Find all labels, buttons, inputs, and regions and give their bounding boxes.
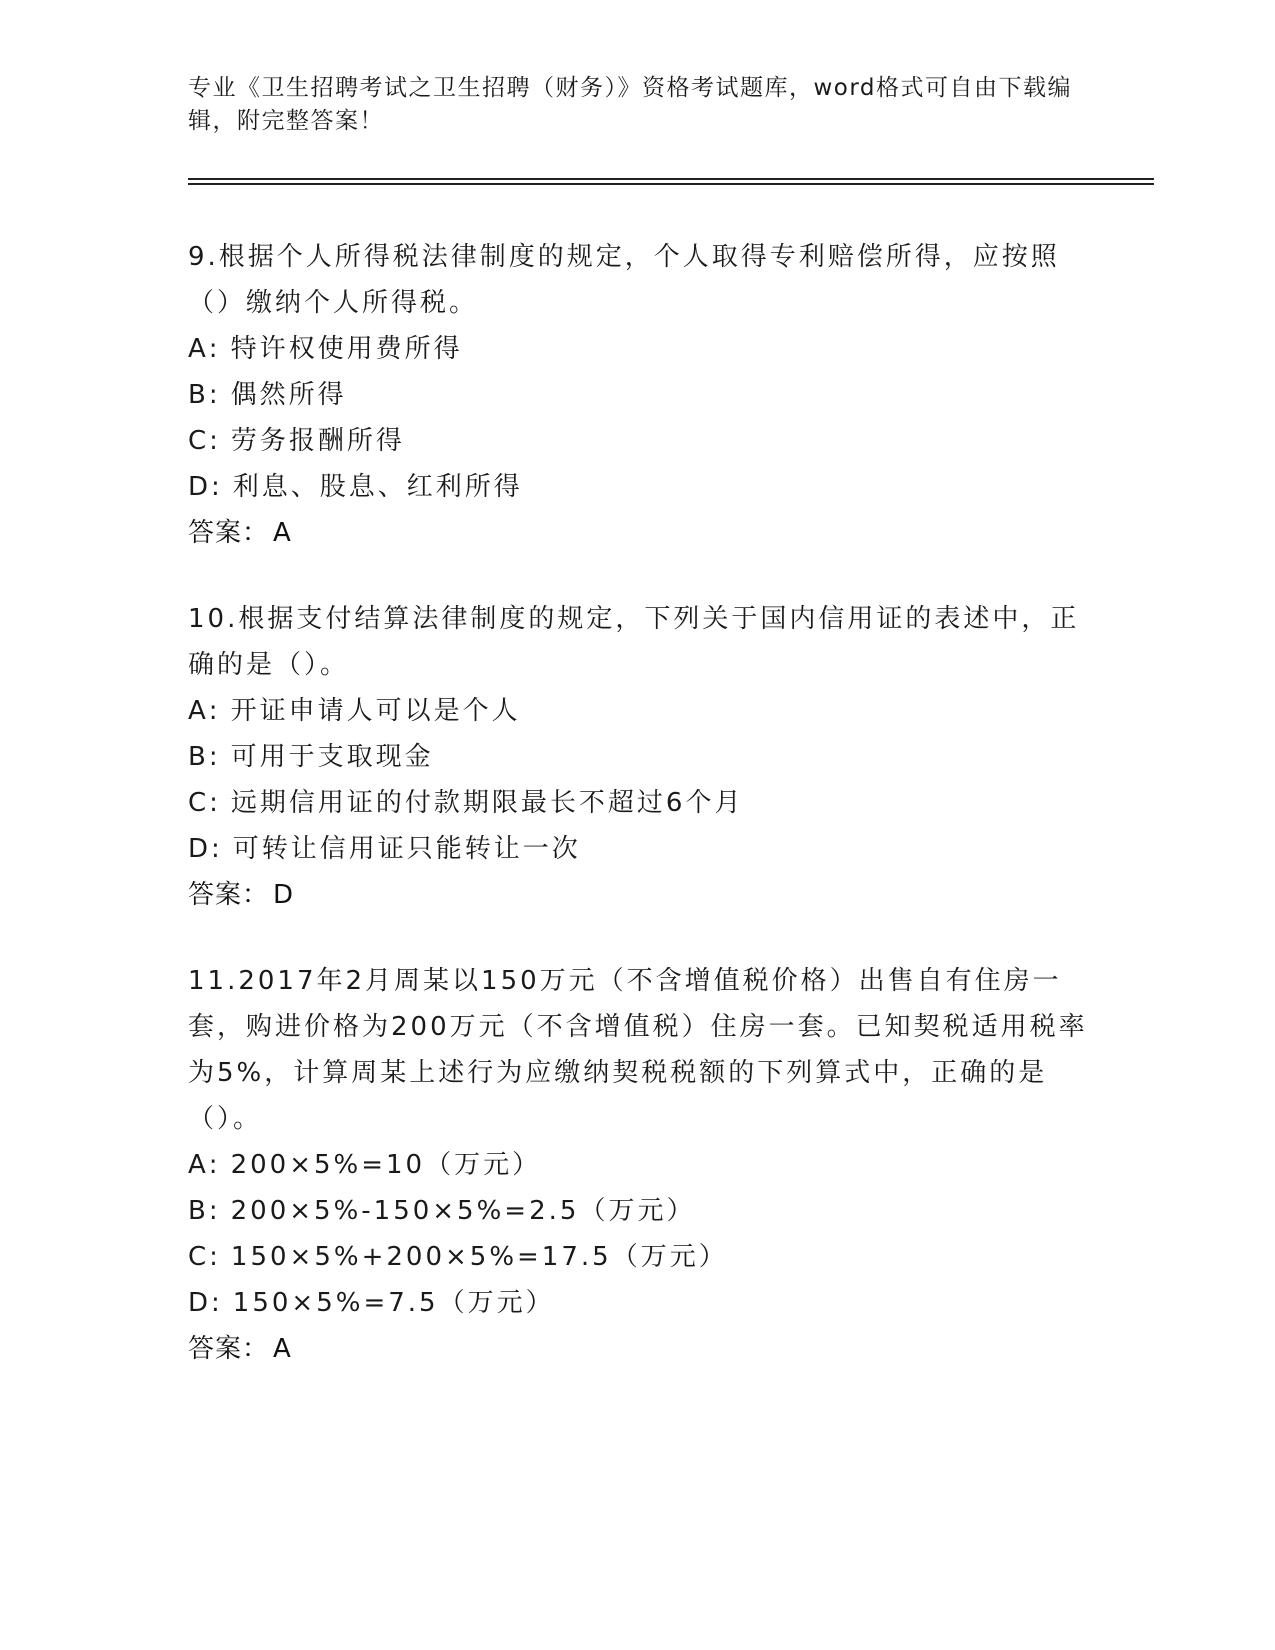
option-separator: : bbox=[208, 334, 221, 364]
question-10 bbox=[188, 596, 1088, 918]
option-text: 偶然所得 bbox=[230, 380, 347, 410]
option-text: 利息、股息、红利所得 bbox=[232, 472, 523, 502]
answer-line bbox=[188, 510, 1088, 556]
answer-separator: ： bbox=[242, 880, 270, 910]
option-d bbox=[188, 1280, 1088, 1326]
answer-line bbox=[188, 1326, 1088, 1372]
option-text: 150×5%+200×5%=17.5（万元） bbox=[230, 1242, 728, 1272]
option-a bbox=[188, 688, 1088, 734]
option-b bbox=[188, 734, 1088, 780]
option-separator: : bbox=[208, 380, 221, 410]
answer-value: D bbox=[273, 880, 295, 910]
option-text: 200×5%=10（万元） bbox=[230, 1150, 542, 1180]
question-stem: 10.根据支付结算法律制度的规定，下列关于国内信用证的表述中，正确的是（）。 bbox=[188, 604, 1080, 680]
answer-value: A bbox=[273, 518, 292, 548]
option-separator: : bbox=[211, 834, 223, 864]
question-stem: 9.根据个人所得税法律制度的规定，个人取得专利赔偿所得，应按照（）缴纳个人所得税。 bbox=[188, 242, 1060, 318]
answer-separator: ： bbox=[242, 518, 270, 548]
option-separator: : bbox=[211, 1288, 223, 1318]
answer-separator: ： bbox=[242, 1334, 270, 1364]
option-separator: : bbox=[211, 472, 223, 502]
option-text: 可转让信用证只能转让一次 bbox=[232, 834, 581, 864]
option-d bbox=[188, 464, 1088, 510]
option-text: 200×5%-150×5%=2.5（万元） bbox=[230, 1196, 696, 1226]
answer-label: 答案 bbox=[188, 880, 243, 910]
option-key: A bbox=[188, 334, 209, 364]
option-c bbox=[188, 780, 1088, 826]
question-stem: 11.2017年2月周某以150万元（不含增值税价格）出售自有住房一套，购进价格为200万元（不含增值税）住房一套。已知契税适用税率为5%，计算周某上述行为应缴纳契税税额的下列算式中，正确的是（）。 bbox=[188, 966, 1088, 1134]
option-separator: : bbox=[208, 742, 221, 772]
option-b bbox=[188, 372, 1088, 418]
header-rule-top bbox=[188, 178, 1154, 180]
option-separator: : bbox=[209, 1242, 221, 1272]
option-text: 可用于支取现金 bbox=[230, 742, 434, 772]
option-c bbox=[188, 1234, 1088, 1280]
answer-value: A bbox=[273, 1334, 292, 1364]
answer-line bbox=[188, 872, 1088, 918]
option-key: D bbox=[188, 472, 212, 502]
option-separator: : bbox=[209, 426, 221, 456]
question-9 bbox=[188, 234, 1088, 556]
option-separator: : bbox=[209, 788, 221, 818]
option-text: 特许权使用费所得 bbox=[230, 334, 463, 364]
option-key: B bbox=[188, 380, 209, 410]
header-rule-bottom bbox=[188, 183, 1154, 185]
option-d bbox=[188, 826, 1088, 872]
option-text: 150×5%=7.5（万元） bbox=[232, 1288, 555, 1318]
option-key: C bbox=[188, 788, 210, 818]
option-key: C bbox=[188, 1242, 210, 1272]
option-key: D bbox=[188, 1288, 212, 1318]
option-a bbox=[188, 1142, 1088, 1188]
option-key: A bbox=[188, 1150, 209, 1180]
option-key: A bbox=[188, 696, 209, 726]
option-key: C bbox=[188, 426, 210, 456]
option-text: 劳务报酬所得 bbox=[230, 426, 405, 456]
option-text: 远期信用证的付款期限最长不超过6个月 bbox=[230, 788, 744, 818]
option-separator: : bbox=[208, 1150, 221, 1180]
option-text: 开证申请人可以是个人 bbox=[230, 696, 521, 726]
question-11 bbox=[188, 958, 1088, 1372]
option-key: B bbox=[188, 1196, 209, 1226]
option-key: B bbox=[188, 742, 209, 772]
option-a bbox=[188, 326, 1088, 372]
option-c bbox=[188, 418, 1088, 464]
document-header: 专业《卫生招聘考试之卫生招聘（财务）》资格考试题库，word格式可自由下载编辑，附完整答案！ bbox=[188, 75, 1073, 134]
option-b bbox=[188, 1188, 1088, 1234]
option-separator: : bbox=[208, 1196, 221, 1226]
option-separator: : bbox=[208, 696, 221, 726]
answer-label: 答案 bbox=[188, 518, 243, 548]
option-key: D bbox=[188, 834, 212, 864]
answer-label: 答案 bbox=[188, 1334, 243, 1364]
